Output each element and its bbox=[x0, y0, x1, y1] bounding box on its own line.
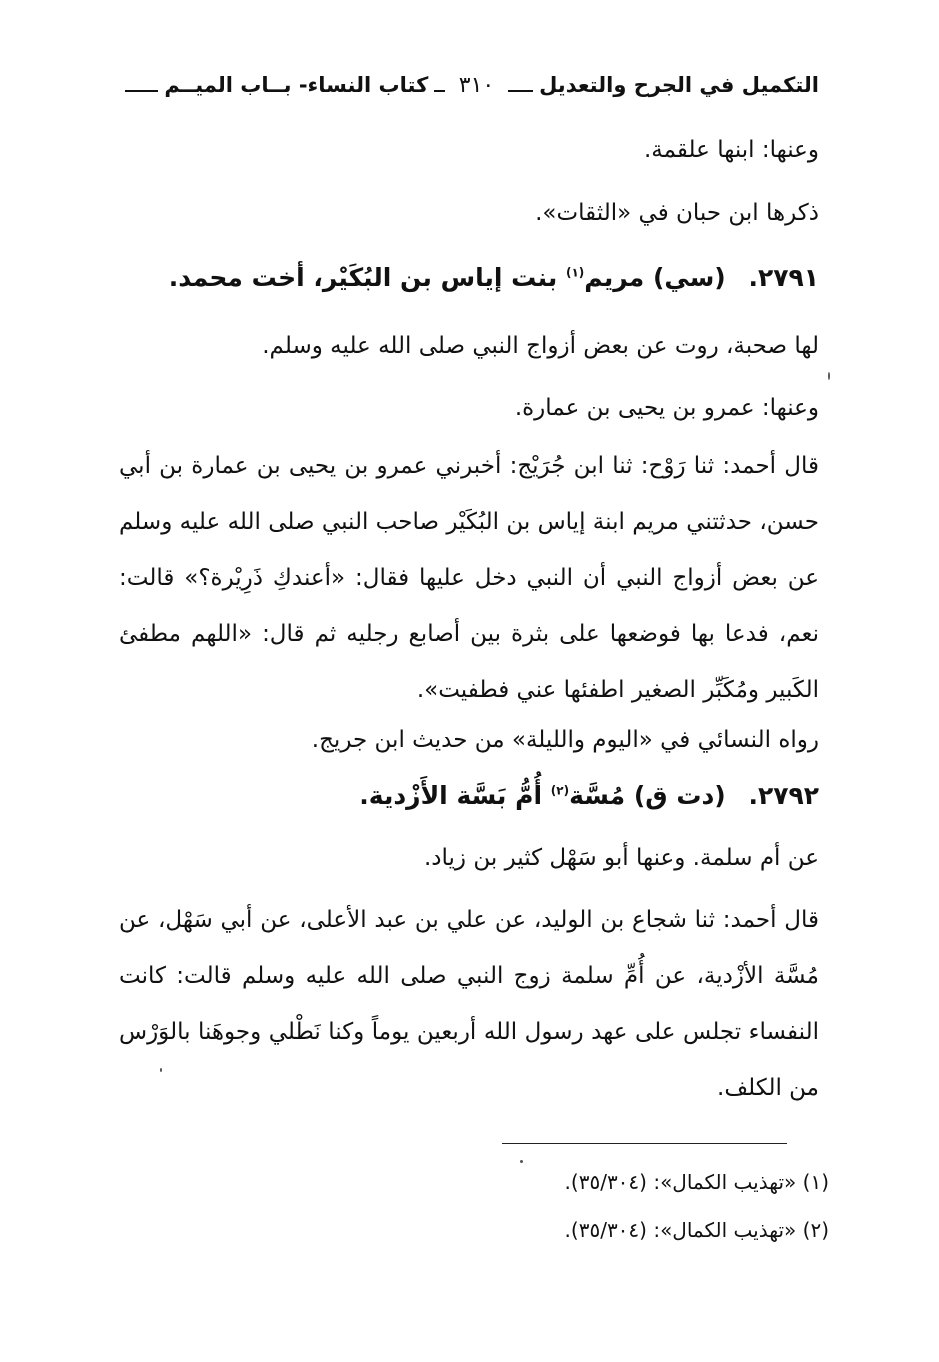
footnote-ref: (٢) bbox=[550, 783, 570, 798]
paragraph bbox=[119, 318, 819, 374]
entry-symbols: (دت ق) bbox=[633, 781, 726, 810]
entry-name: مُسَّة bbox=[569, 781, 626, 810]
scan-speck bbox=[160, 1068, 162, 1072]
footnote-2: (٢) «تهذيب الكمال»: (٣٥/٣٠٤). bbox=[564, 1218, 829, 1242]
entry-name: مريم bbox=[584, 263, 645, 292]
page-number: ٣١٠ bbox=[458, 72, 495, 98]
paragraph bbox=[119, 892, 819, 1116]
entry-rest: أُمُّ بَسَّة الأَزْدية. bbox=[359, 781, 543, 810]
scan-speck bbox=[828, 372, 830, 380]
paragraph-text: قال أحمد: ثنا رَوْح: ثنا ابن جُرَيْج: أخبرني عمرو بن يحيى بن عمارة بن أبي حسن، حدثتني مريم ابنة إياس بن البُكَيْر صاحب النبي صلى الله عليه وسلم عن بعض أزواج النبي أن النبي دخل عليها فقال: «أعندكِ ذَرِيْرة؟» قالت: نعم، فدعا بها فوضعها على بثرة بين أصابع رجليه ثم قال: «اللهم مطفئ الكَبير ومُكَبِّر الصغير اطفئها عني فطفيت». bbox=[119, 453, 819, 703]
entry-number: ٢٧٩١. bbox=[748, 263, 819, 292]
paragraph bbox=[119, 185, 819, 241]
paragraph-text: قال أحمد: ثنا شجاع بن الوليد، عن علي بن عبد الأعلى، عن أبي سَهْل، عن مُسَّة الأزْدية، عن أُمِّ سلمة زوج النبي صلى الله عليه وسلم قالت: كانت النفساء تجلس على عهد رسول الله أربعين يوماً وكنا نَطْلي وجوهَنا بالوَرْس من الكلف. bbox=[119, 907, 819, 1101]
paragraph-text: ذكرها ابن حبان في «الثقات». bbox=[535, 200, 819, 226]
book-title: التكميل في الجرح والتعديل bbox=[539, 73, 819, 97]
footnote-1: (١) «تهذيب الكمال»: (٣٥/٣٠٤). bbox=[564, 1170, 829, 1194]
section-title: كتاب النساء- بــاب الميــم bbox=[164, 73, 429, 97]
scan-speck bbox=[520, 1160, 523, 1163]
footnote-ref: (١) bbox=[565, 265, 585, 280]
paragraph bbox=[119, 712, 819, 768]
header-dash bbox=[434, 90, 445, 92]
paragraph bbox=[119, 830, 819, 886]
header-dash bbox=[508, 90, 533, 92]
entry-heading-2792 bbox=[119, 768, 819, 824]
paragraph-text: رواه النسائي في «اليوم والليلة» من حديث ابن جريج. bbox=[311, 727, 819, 753]
paragraph-text: لها صحبة، روت عن بعض أزواج النبي صلى الله عليه وسلم. bbox=[262, 333, 819, 359]
entry-symbols: (سي) bbox=[653, 263, 726, 292]
footnote-divider bbox=[502, 1143, 787, 1144]
entry-number: ٢٧٩٢. bbox=[748, 781, 819, 810]
paragraph-text: عن أم سلمة. وعنها أبو سَهْل كثير بن زياد. bbox=[423, 845, 819, 871]
paragraph-text: وعنها: عمرو بن يحيى بن عمارة. bbox=[514, 395, 819, 421]
running-header bbox=[119, 68, 819, 102]
paragraph bbox=[119, 438, 819, 718]
paragraph-text: وعنها: ابنها علقمة. bbox=[643, 137, 819, 163]
header-dash bbox=[125, 90, 158, 92]
entry-heading-2791 bbox=[119, 250, 819, 306]
paragraph bbox=[119, 122, 819, 178]
entry-rest: بنت إياس بن البُكَيْر، أخت محمد. bbox=[168, 263, 558, 292]
paragraph bbox=[119, 380, 819, 436]
footnotes bbox=[129, 1158, 829, 1254]
